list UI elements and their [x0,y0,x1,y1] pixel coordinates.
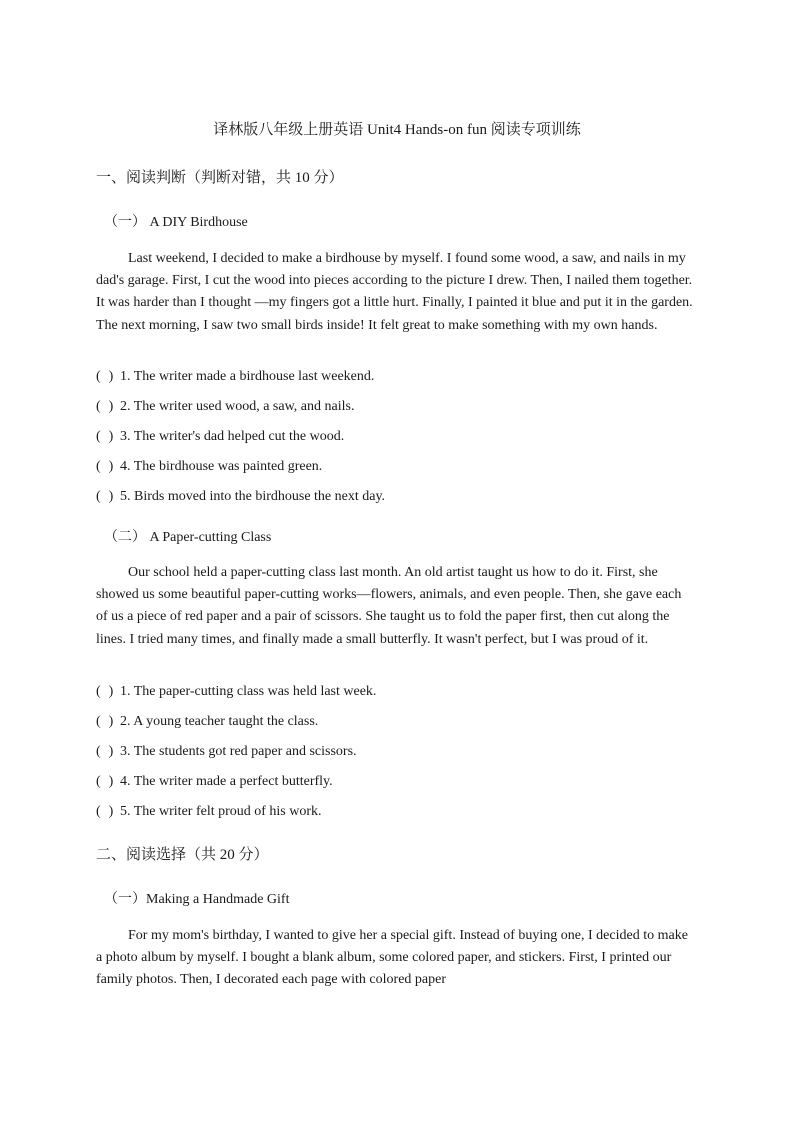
question-item: ( ) 4. The birdhouse was painted green. [96,459,323,474]
question-item: ( ) 1. The writer made a birdhouse last weekend. [96,369,375,384]
part2-heading: 二、阅读选择（共 20 分） [96,847,269,863]
question-text: 2. The writer used wood, a saw, and nails. [120,399,355,414]
question-text: 1. The writer made a birdhouse last weekend. [120,369,375,384]
question-text: 2. A young teacher taught the class. [120,714,319,729]
section-2-heading: （二） A Paper-cutting Class [104,530,272,545]
question-text: 3. The writer's dad helped cut the wood. [120,429,345,444]
question-item: ( ) 3. The writer's dad helped cut the wood. [96,429,345,444]
question-item: ( ) 3. The students got red paper and scissors. [96,744,357,759]
question-item: ( ) 2. The writer used wood, a saw, and nails. [96,399,355,414]
question-item: ( ) 5. Birds moved into the birdhouse the next day. [96,489,386,504]
question-text: 5. Birds moved into the birdhouse the next day. [120,489,386,504]
question-item: ( ) 5. The writer felt proud of his work. [96,804,322,819]
section-1-passage: Last weekend, I decided to make a birdhouse by myself. I found some wood, a saw, and nails in my dad's garage. First, I cut the wood into pieces according to the picture I drew. Then, I nailed them together. It was harder than I thought —my fingers got a little hurt. Finally, I painted it blue and put it in the garden. The next morning, I saw two small birds inside! It felt great to make something with my own hands. [96,251,693,333]
question-text: 4. The birdhouse was painted green. [120,459,323,474]
question-item: ( ) 4. The writer made a perfect butterfly. [96,774,333,789]
question-text: 1. The paper-cutting class was held last week. [120,684,377,699]
question-text: 3. The students got red paper and scissors. [120,744,357,759]
question-item: ( ) 1. The paper-cutting class was held last week. [96,684,377,699]
question-item: ( ) 2. A young teacher taught the class. [96,714,319,729]
section-3-heading: （一）Making a Handmade Gift [104,892,290,907]
section-2-passage: Our school held a paper-cutting class last month. An old artist taught us how to do it. First, she showed us some beautiful paper-cutting works—flowers, animals, and even people. Then, she gave each of us a piece of red paper and a pair of scissors. She taught us to fold the paper first, then cut along the lines. I tried many times, and finally made a small butterfly. It wasn't perfect, but I was proud of it. [96,565,682,647]
section-3-passage: For my mom's birthday, I wanted to give her a special gift. Instead of buying one, I decided to make a photo album by myself. I bought a blank album, some colored paper, and stickers. First, I printed our family photos. Then, I decorated each page with colored paper [96,928,688,988]
section-1-heading: （一） A DIY Birdhouse [104,215,248,230]
question-text: 4. The writer made a perfect butterfly. [120,774,333,789]
part1-heading: 一、阅读判断（判断对错，共 10 分） [96,170,344,186]
question-text: 5. The writer felt proud of his work. [120,804,322,819]
document-title: 译林版八年级上册英语 Unit4 Hands-on fun 阅读专项训练 [213,122,581,138]
